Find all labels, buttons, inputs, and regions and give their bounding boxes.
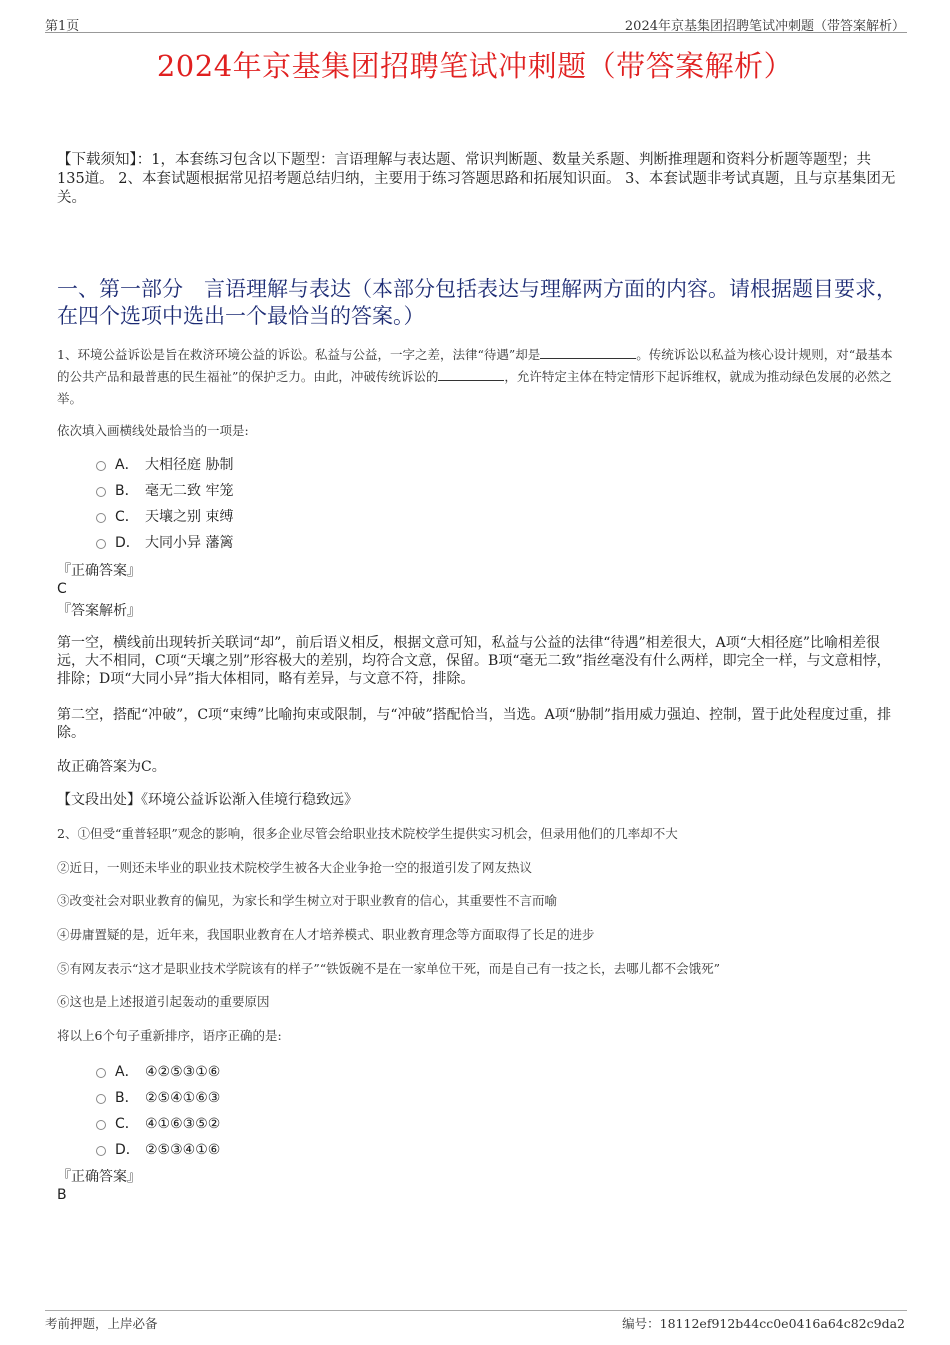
download-notice: 【下载须知】：1，本套练习包含以下题型：言语理解与表达题、常识判断题、数量关系题、判断推理题和资料分析题等题型；共135道。 2、本套试题根据常见招考题总结归纳，主要用于练习答题思路和拓展知识面。 3、本套试题非考试真题，且与京基集团无关。	[57, 152, 896, 206]
footer-slogan: 考前押题，上岸必备	[45, 1316, 158, 1331]
q2-sentence-2: ②近日，一则还未毕业的职业技术院校学生被各大企业争抢一空的报道引发了网友热议	[57, 860, 533, 875]
document-id: 编号：18112ef912b44cc0e0416a64c82c9da2	[622, 1316, 905, 1331]
q1-option-a[interactable]: A． 大相径庭 胁制	[96, 455, 233, 475]
q2-sentence-6: ⑥这也是上述报道引起轰动的重要原因	[57, 994, 270, 1009]
q1-answer-label: 『正确答案』	[57, 563, 141, 579]
radio-icon[interactable]	[96, 461, 106, 471]
q1-text-b: 。传统诉讼以私益为核心设计规则，对“最基本的公共产品和最普惠的民生福祉”的保护乏力。由此，冲破传统诉讼的	[57, 347, 893, 384]
page-title: 2024年京基集团招聘笔试冲刺题（带答案解析）	[156, 49, 794, 83]
radio-icon[interactable]	[96, 513, 106, 523]
q1-analysis-2: 第二空，搭配“冲破”，C项“束缚”比喻拘束或限制，与“冲破”搭配恰当，当选。A项“胁制”指用威力强迫、控制，置于此处程度过重，排除。	[57, 707, 892, 741]
q1-prompt: 依次填入画横线处最恰当的一项是:	[57, 423, 249, 438]
radio-icon[interactable]	[96, 1094, 106, 1104]
q2-answer-label: 『正确答案』	[57, 1169, 141, 1185]
section-heading: 一、第一部分 言语理解与表达（本部分包括表达与理解两方面的内容。请根据题目要求，在四个选项中选出一个最恰当的答案。）	[57, 277, 897, 328]
q1-source: 【文段出处】《环境公益诉讼渐入佳境行稳致远》	[57, 792, 358, 808]
q1-option-b[interactable]: B． 毫无二致 牢笼	[96, 481, 233, 501]
header-divider	[45, 32, 907, 33]
radio-icon[interactable]	[96, 539, 106, 549]
q1-option-c[interactable]: C． 天壤之别 束缚	[96, 507, 233, 527]
q1-analysis-label: 『答案解析』	[57, 603, 141, 619]
radio-icon[interactable]	[96, 487, 106, 497]
header-doc-title: 2024年京基集团招聘笔试冲刺题（带答案解析）	[624, 19, 905, 34]
page-number: 第1页	[45, 19, 80, 34]
radio-icon[interactable]	[96, 1120, 106, 1130]
q1-analysis-1: 第一空，横线前出现转折关联词“却”，前后语义相反，根据文意可知，私益与公益的法律“待遇”相差很大，A项“大相径庭”比喻相差很远，大不相同，C项“天壤之别”形容极大的差别，均符合文意，保留。B项“毫无二致”指丝毫没有什么两样，即完全一样，与文意相悖，排除；D项“大同小异”指大体相同，略有差异，与文意不符，排除。	[57, 635, 891, 687]
q2-sentence-5: ⑤有网友表示“这才是职业技术学院该有的样子”“铁饭碗不是在一家单位干死，而是自己有一技之长，去哪儿都不会饿死”	[57, 961, 721, 976]
radio-icon[interactable]	[96, 1068, 106, 1078]
q2-sentence-1: 2、①但受“重普轻职”观念的影响，很多企业尽管会给职业技术院校学生提供实习机会，但录用他们的几率却不大	[57, 826, 678, 841]
q1-analysis-3: 故正确答案为C。	[57, 759, 166, 775]
q1-answer: C	[57, 581, 67, 597]
footer-divider	[45, 1310, 907, 1311]
q1-text-c: ，允许特定主体在特定情形下起诉维权，就成为推动绿色发展的必然之举。	[57, 369, 892, 406]
q1-text-a: 1、环境公益诉讼是旨在救济环境公益的诉讼。私益与公益，一字之差，法律“待遇”却是	[57, 347, 541, 362]
q2-option-d[interactable]: D． ②⑤③④①⑥	[96, 1140, 220, 1160]
q2-sentence-3: ③改变社会对职业教育的偏见，为家长和学生树立对于职业教育的信心，其重要性不言而喻	[57, 893, 558, 908]
q1-option-d[interactable]: D． 大同小异 藩篱	[96, 533, 233, 553]
q2-prompt: 将以上6个句子重新排序，语序正确的是:	[57, 1028, 282, 1043]
q1-blank-1	[540, 347, 636, 359]
question-1-stem	[57, 344, 897, 410]
radio-icon[interactable]	[96, 1146, 106, 1156]
q1-blank-2	[438, 369, 504, 381]
q2-sentence-4: ④毋庸置疑的是，近年来，我国职业教育在人才培养模式、职业教育理念等方面取得了长足的进步	[57, 927, 595, 942]
q2-option-a[interactable]: A． ④②⑤③①⑥	[96, 1062, 220, 1082]
q2-option-c[interactable]: C． ④①⑥③⑤②	[96, 1114, 220, 1134]
q2-answer: B	[57, 1187, 67, 1203]
q2-option-b[interactable]: B． ②⑤④①⑥③	[96, 1088, 220, 1108]
